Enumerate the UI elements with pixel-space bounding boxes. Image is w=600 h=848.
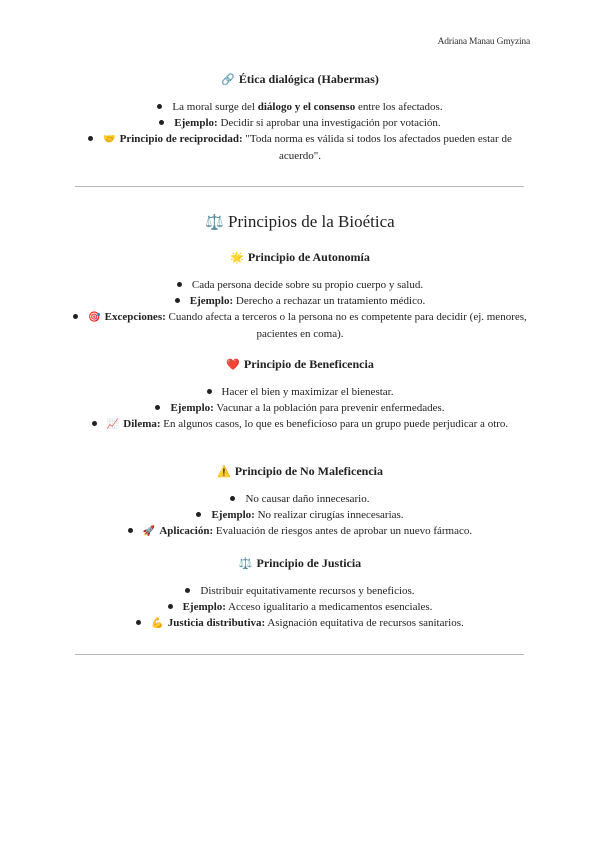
list-no-maleficencia	[60, 491, 540, 540]
list-etica	[80, 99, 520, 164]
list-item	[60, 309, 540, 342]
list-item	[60, 491, 540, 507]
bullet-dot	[157, 104, 162, 109]
item-text: Cuando afecta a terceros o la persona no es competente para decidir (ej. menores, pacientes en coma).	[165, 311, 527, 340]
heading-autonomia	[60, 250, 540, 265]
horizontal-rule	[75, 186, 524, 187]
section-autonomia	[60, 250, 540, 342]
bullet-dot	[155, 405, 160, 410]
list-autonomia	[60, 277, 540, 342]
heading-no-maleficencia-text: Principio de No Maleficencia	[234, 464, 383, 478]
item-text: entre los afectados.	[355, 101, 443, 113]
section-no-maleficencia	[60, 464, 540, 540]
bullet-dot	[92, 421, 97, 426]
item-text: Vacunar a la población para prevenir enfermedades.	[213, 402, 445, 414]
item-text: "Toda norma es válida si todos los afectados pueden estar de acuerdo".	[242, 133, 512, 162]
list-item	[60, 416, 540, 433]
warning-icon: ⚠️	[216, 466, 231, 478]
bullet-dot	[136, 620, 141, 625]
bullet-dot	[88, 136, 93, 141]
item-bold: diálogo y el consenso	[257, 101, 356, 113]
item-bold: Ejemplo:	[211, 509, 255, 521]
item-bold: Ejemplo:	[170, 402, 214, 414]
section-etica-dialogica	[80, 72, 520, 164]
list-item	[60, 615, 540, 632]
heading-justicia	[60, 556, 540, 571]
item-bold: Justicia distributiva:	[167, 617, 266, 629]
list-item	[60, 599, 540, 615]
item-text: No realizar cirugías innecesarias.	[254, 509, 404, 521]
link-icon: 🔗	[221, 74, 235, 86]
bullet-dot	[177, 282, 182, 287]
heading-justicia-text: Principio de Justicia	[256, 556, 362, 570]
bullet-dot	[230, 496, 235, 501]
list-justicia	[60, 583, 540, 632]
item-bold: Excepciones:	[104, 311, 166, 323]
item-bold: Dilema:	[123, 418, 161, 430]
heading-etica-text: Ética dialógica (Habermas)	[238, 72, 379, 86]
item-text: Distribuir equitativamente recursos y beneficios.	[200, 585, 415, 597]
section-bioetica-title	[80, 212, 520, 232]
bullet-dot	[196, 512, 201, 517]
item-bold: Ejemplo:	[174, 117, 218, 129]
item-text: Hacer el bien y maximizar el bienestar.	[221, 386, 394, 398]
section-beneficencia	[60, 357, 540, 433]
bullet-dot	[207, 389, 212, 394]
heading-beneficencia	[60, 357, 540, 372]
list-item	[60, 277, 540, 293]
list-beneficencia	[60, 384, 540, 433]
list-item	[80, 99, 520, 115]
item-text: No causar daño innecesario.	[245, 493, 370, 505]
list-item	[60, 507, 540, 523]
item-bold: Ejemplo:	[189, 295, 234, 307]
list-item	[60, 400, 540, 416]
heart-icon: ❤️	[226, 359, 240, 371]
item-text: En algunos casos, lo que es beneficioso para un grupo puede perjudicar a otro.	[160, 418, 509, 430]
scales-icon: ⚖️	[205, 215, 225, 231]
list-item	[60, 384, 540, 400]
target-icon: 🎯	[88, 312, 101, 323]
author-name: Adriana Manau Gmyzina	[437, 37, 530, 47]
bullet-dot	[159, 120, 164, 125]
bullet-dot	[168, 604, 173, 609]
bullet-dot	[73, 314, 78, 319]
handshake-icon: 🤝	[103, 134, 116, 145]
item-bold: Principio de reciprocidad:	[119, 133, 243, 145]
item-text: Acceso igualitario a medicamentos esenciales.	[225, 601, 433, 613]
rocket-icon: 🚀	[142, 526, 156, 537]
item-text: La moral surge del	[172, 101, 258, 113]
list-item	[60, 293, 540, 309]
item-text: Decidir si aprobar una investigación por votación.	[217, 117, 441, 129]
item-text: Asignación equitativa de recursos sanitarios.	[265, 617, 464, 629]
bullet-dot	[128, 528, 133, 533]
page-title	[80, 212, 520, 232]
list-item	[80, 115, 520, 131]
item-text: Cada persona decide sobre su propio cuerpo y salud.	[191, 279, 424, 291]
heading-etica-dialogica	[80, 72, 520, 87]
item-text: Evaluación de riesgos antes de aprobar un nuevo fármaco.	[213, 525, 473, 537]
page-title-text: Principios de la Bioética	[228, 212, 395, 231]
scales-icon: ⚖️	[238, 558, 253, 570]
item-bold: Ejemplo:	[182, 601, 226, 613]
star-icon: 🌟	[230, 252, 244, 264]
heading-beneficencia-text: Principio de Beneficencia	[243, 357, 374, 371]
heading-no-maleficencia	[60, 464, 540, 479]
item-text: Derecho a rechazar un tratamiento médico.	[233, 295, 426, 307]
item-bold: Aplicación:	[159, 525, 214, 537]
list-item	[60, 523, 540, 540]
muscle-icon: 💪	[151, 618, 164, 629]
horizontal-rule	[75, 654, 524, 655]
bullet-dot	[185, 588, 190, 593]
section-justicia	[60, 556, 540, 632]
list-item	[60, 583, 540, 599]
heading-autonomia-text: Principio de Autonomía	[247, 250, 370, 264]
bullet-dot	[175, 298, 180, 303]
list-item	[80, 131, 520, 164]
chart-icon: 📈	[106, 419, 120, 430]
